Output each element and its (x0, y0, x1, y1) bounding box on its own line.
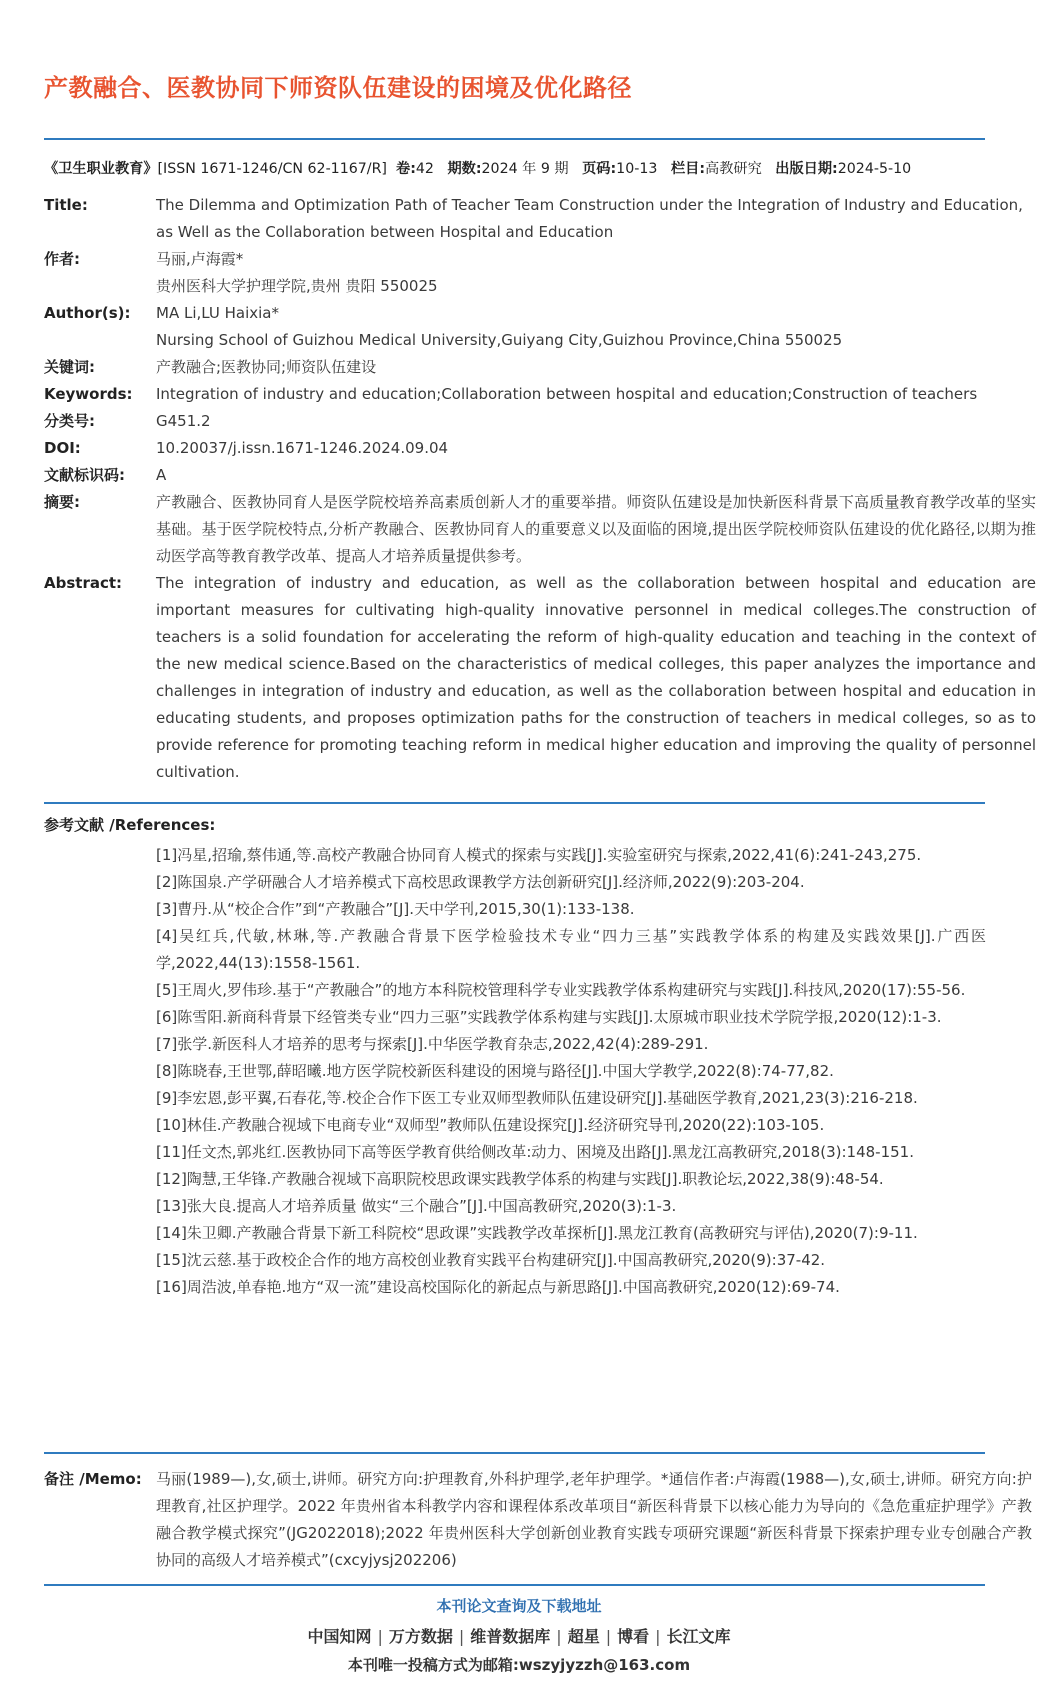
reference-item: [9]李宏恩,彭平翼,石春花,等.校企合作下医工专业双师型教师队伍建设研究[J].基础医学教育,2021,23(3):216-218. (156, 1089, 918, 1107)
field-label: Keywords: (44, 385, 133, 403)
reference-item: [14]朱卫卿.产教融合背景下新工科院校“思政课”实践教学改革探析[J].黑龙江教育(高教研究与评估),2020(7):9-11. (156, 1224, 918, 1242)
reference-item: [2]陈国泉.产学研融合人才培养模式下高校思政课教学方法创新研究[J].经济师,2022(9):203-204. (156, 873, 805, 891)
reference-item: [1]冯星,招瑜,蔡伟通,等.高校产教融合协同育人模式的探索与实践[J].实验室研究与探索,2022,41(6):241-243,275. (156, 846, 922, 864)
pages-label: 页码: (582, 161, 617, 177)
volume: 42 (415, 161, 434, 177)
pub-date: 2024-5-10 (837, 161, 912, 177)
field-label: DOI: (44, 439, 81, 457)
field-label: 文献标识码: (44, 466, 125, 484)
field-label: Title: (44, 196, 88, 214)
submission-contact: 本刊唯一投稿方式为邮箱:wszyjyzzh@163.com (347, 1656, 691, 1674)
field-label: Author(s): (44, 304, 131, 322)
divider-memo (44, 1452, 985, 1454)
classification-code: G451.2 (156, 412, 211, 430)
link-changjiang[interactable]: 长江文库 (666, 1627, 731, 1646)
field-label: 关键词: (44, 358, 95, 376)
pages: 10-13 (616, 161, 658, 177)
reference-item: [3]曹丹.从“校企合作”到“产教融合”[J].天中学刊,2015,30(1):133-138. (156, 900, 635, 918)
reference-list (156, 842, 986, 1301)
citation-meta (44, 158, 989, 178)
field-label: 作者: (44, 250, 80, 268)
link-separator: | (605, 1627, 612, 1646)
references-heading: 参考文献 /References: (44, 816, 216, 834)
link-vip[interactable]: 维普数据库 (470, 1627, 551, 1646)
journal-name: 《卫生职业教育》 (44, 161, 158, 177)
affiliation-en: Nursing School of Guizhou Medical University,Guiyang City,Guizhou Province,China 550025 (156, 331, 843, 349)
memo-text: 马丽(1989—),女,硕士,讲师。研究方向:护理教育,外科护理学,老年护理学。*通信作者:卢海霞(1988—),女,硕士,讲师。研究方向:护理教育,社区护理学。2022 年贵州省本科教学内容和课程体系改革项目“新医科背景下以核心能力为导向的《急危重症护理学》产教融合教学模式探究”(JG2022018);2022 年贵州医科大学创新创业教育实践专项研究课题“新医科背景下探索护理专业专创融合产教协同的高级人才培养模式”(cxcyjysj202206) (156, 1470, 1032, 1569)
column-label: 栏目: (670, 161, 705, 177)
link-wanfang[interactable]: 万方数据 (388, 1627, 453, 1646)
issn: [ISSN 1671-1246/CN 62-1167/R] (157, 161, 387, 177)
field-label: 分类号: (44, 412, 95, 430)
keywords-en: Integration of industry and education;Collaboration between hospital and education;Construction of teachers (156, 385, 978, 403)
field-label: Abstract: (44, 574, 123, 592)
volume-label: 卷: (396, 161, 416, 177)
english-title: The Dilemma and Optimization Path of Teacher Team Construction under the Integration of Industry and Education, as Well as the Collaboration between Hospital and Education (156, 196, 1023, 241)
divider-footer (44, 1584, 985, 1586)
link-chaoxing[interactable]: 超星 (567, 1627, 600, 1646)
link-separator: | (377, 1627, 383, 1646)
authors-en: MA Li,LU Haixia* (156, 304, 279, 322)
article-title: 产教融合、医教协同下师资队伍建设的困境及优化路径 (44, 74, 632, 102)
field-label: 摘要: (44, 493, 80, 511)
reference-item: [5]王周火,罗伟珍.基于“产教融合”的地方本科院校管理科学专业实践教学体系构建研究与实践[J].科技风,2020(17):55-56. (156, 981, 966, 999)
top-rule (44, 138, 985, 140)
link-separator: | (556, 1627, 562, 1646)
abstract-cn: 产教融合、医教协同育人是医学院校培养高素质创新人才的重要举措。师资队伍建设是加快新医科背景下高质量教育教学改革的坚实基础。基于医学院校特点,分析产教融合、医教协同育人的重要意义以及面临的困境,提出医学院校师资队伍建设的优化路径,以期为推动医学高等教育教学改革、提高人才培养质量提供参考。 (156, 493, 1036, 565)
link-separator: | (458, 1627, 465, 1646)
doi-value: 10.20037/j.issn.1671-1246.2024.09.04 (156, 439, 449, 457)
reference-item: [15]沈云慈.基于政校企合作的地方高校创业教育实践平台构建研究[J].中国高教研究,2020(9):37-42. (156, 1251, 826, 1269)
link-separator: | (655, 1627, 661, 1646)
link-bookan[interactable]: 博看 (617, 1627, 650, 1646)
link-cnki[interactable]: 中国知网 (307, 1627, 372, 1646)
reference-item: [13]张大良.提高人才培养质量 做实“三个融合”[J].中国高教研究,2020(3):1-3. (156, 1197, 677, 1215)
memo-label: 备注 /Memo: (44, 1470, 142, 1488)
reference-item: [16]周浩波,单春艳.地方“双一流”建设高校国际化的新起点与新思路[J].中国高教研究,2020(12):69-74. (156, 1278, 840, 1296)
footer-title: 本刊论文查询及下载地址 (436, 1597, 602, 1615)
doc-code-value: A (156, 466, 167, 484)
affiliation-cn: 贵州医科大学护理学院,贵州 贵阳 550025 (156, 277, 438, 295)
reference-item: [4]吴红兵,代敏,林琳,等.产教融合背景下医学检验技术专业“四力三基”实践教学体系的构建及实践效果[J].广西医学,2022,44(13):1558-1561. (156, 927, 986, 972)
reference-item: [6]陈雪阳.新商科背景下经管类专业“四力三驱”实践教学体系构建与实践[J].太原城市职业技术学院学报,2020(12):1-3. (156, 1008, 942, 1026)
reference-item: [8]陈晓春,王世鄂,薛昭曦.地方医学院校新医科建设的困境与路径[J].中国大学教学,2022(8):74-77,82. (156, 1062, 834, 1080)
reference-item: [11]任文杰,郭兆红.医教协同下高等医学教育供给侧改革:动力、困境及出路[J].黑龙江高教研究,2018(3):148-151. (156, 1143, 914, 1161)
date-label: 出版日期: (775, 161, 838, 177)
database-links (0, 1624, 1038, 1647)
issue-label: 期数: (447, 161, 482, 177)
reference-item: [10]林佳.产教融合视域下电商专业“双师型”教师队伍建设探究[J].经济研究导刊,2020(22):103-105. (156, 1116, 825, 1134)
abstract-en: The integration of industry and education, as well as the collaboration between hospital and education are important measures for cultivating high-quality innovative personnel in medical colleges.The construction of teachers is a solid foundation for accelerating the reform of high-quality education and teaching in the context of the new medical science.Based on the characteristics of medical colleges, this paper analyzes the importance and challenges in integration of industry and education, as well as the collaboration between hospital and education in educating students, and proposes optimization paths for the construction of teachers in medical colleges, so as to provide reference for promoting teaching reform in medical higher education and improving the quality of personnel cultivation. (156, 574, 1036, 781)
reference-item: [7]张学.新医科人才培养的思考与探索[J].中华医学教育杂志,2022,42(4):289-291. (156, 1035, 709, 1053)
issue: 2024 年 9 期 (481, 161, 569, 177)
reference-item: [12]陶慧,王华锋.产教融合视域下高职院校思政课实践教学体系的构建与实践[J].职教论坛,2022,38(9):48-54. (156, 1170, 884, 1188)
keywords-cn: 产教融合;医教协同;师资队伍建设 (156, 358, 377, 376)
authors-cn: 马丽,卢海霞* (156, 250, 244, 268)
column: 高教研究 (705, 161, 762, 177)
divider-references (44, 802, 985, 804)
